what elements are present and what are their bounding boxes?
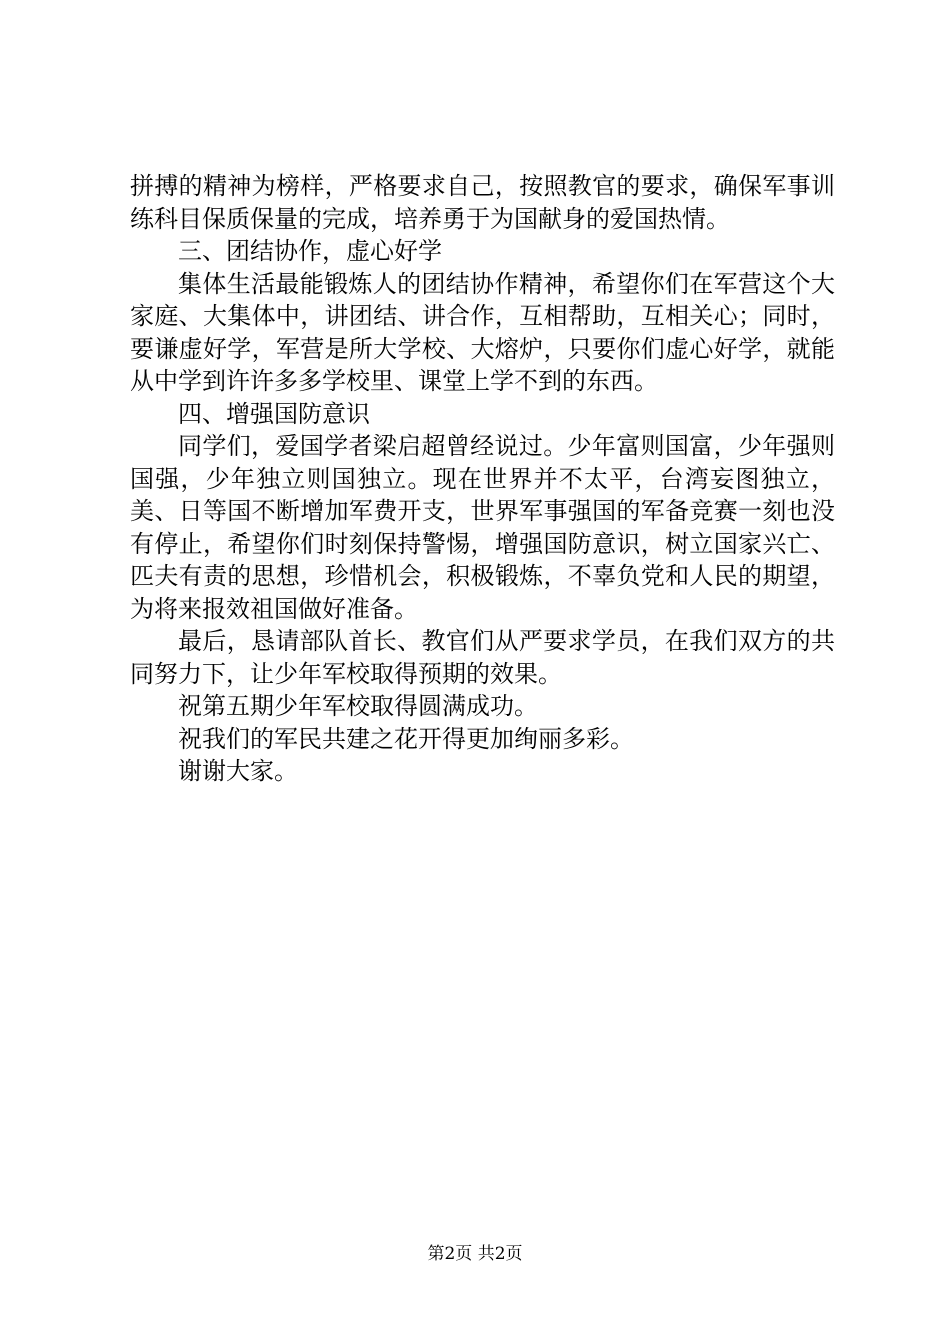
- paragraph-unity: 集体生活最能锻炼人的团结协作精神，希望你们在军营这个大家庭、大集体中，讲团结、讲合作，互相帮助，互相关心；同时，要谦虚好学，军营是所大学校、大熔炉，只要你们虚心好学，就能从中学到许许多多学校里、课堂上学不到的东西。: [130, 269, 835, 395]
- page-number-footer: 第2页 共2页: [427, 1244, 523, 1264]
- paragraph-continuation: 拼搏的精神为榜样，严格要求自己，按照教官的要求，确保军事训练科目保质保量的完成，培养勇于为国献身的爱国热情。: [130, 172, 835, 233]
- section-heading-defense: 四、增强国防意识: [178, 399, 370, 428]
- paragraph-thanks: 谢谢大家。: [178, 757, 298, 785]
- paragraph-defense: 同学们，爱国学者梁启超曾经说过。少年富则国富，少年强则国强，少年独立则国独立。现在世界并不太平，台湾妄图独立，美、日等国不断增加军费开支，世界军事强国的军备竞赛一刻也没有停止，希望你们时刻保持警惕，增强国防意识，树立国家兴亡、匹夫有责的思想，珍惜机会，积极锻炼，不辜负党和人民的期望，为将来报效祖国做好准备。: [130, 432, 835, 623]
- document-body: [130, 170, 835, 788]
- paragraph-wish-cooperation: 祝我们的军民共建之花开得更加绚丽多彩。: [178, 724, 634, 753]
- paragraph-closing-request: 最后，恳请部队首长、教官们从严要求学员，在我们双方的共同努力下，让少年军校取得预期的效果。: [130, 627, 835, 688]
- paragraph-wish-success: 祝第五期少年军校取得圆满成功。: [178, 692, 538, 720]
- section-heading-unity: 三、团结协作，虚心好学: [178, 237, 442, 265]
